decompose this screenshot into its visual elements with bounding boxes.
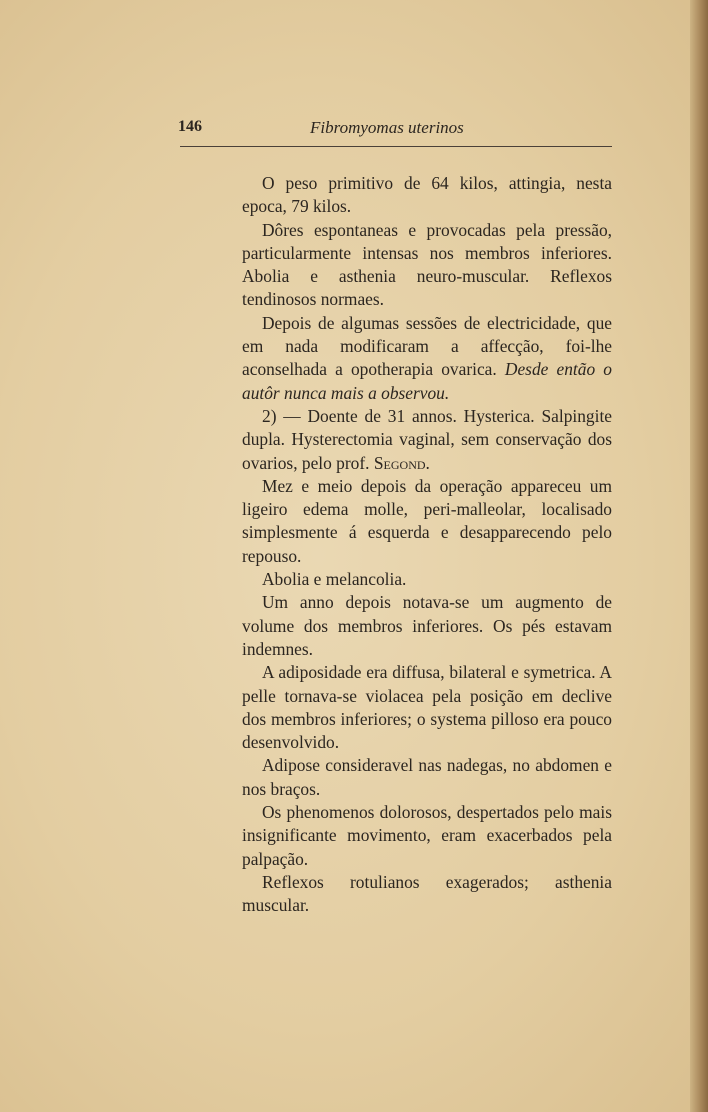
paragraph: Abolia e melancolia. <box>262 569 407 590</box>
page-header <box>178 118 610 144</box>
running-title: Fibromyomas uterinos <box>310 118 464 137</box>
paragraph: 2) — Doente de 31 annos. Hysterica. Salpingite dupla. Hysterectomia vaginal, sem conservação dos ovarios, pelo prof. Segond. <box>242 405 612 473</box>
paragraph: Adipose consideravel nas nadegas, no abdomen e nos braços. <box>242 755 612 799</box>
paragraph: O peso primitivo de 64 kilos, attingia, nesta epoca, 79 kilos. <box>242 173 612 217</box>
paragraph-text: 2) — Doente de 31 annos. Hysterica. Salpingite dupla. Hysterectomia vaginal, sem conservação dos ovarios, pelo prof. <box>242 405 612 473</box>
paragraph: Mez e meio depois da operação appareceu um ligeiro edema molle, peri-malleolar, localisado simplesmente á esquerda e desapparecendo pelo repouso. <box>242 475 612 566</box>
paragraph: A adiposidade era diffusa, bilateral e symetrica. A pelle tornava-se violacea pela posição em declive dos membros inferiores; o systema pilloso era pouco desenvolvido. <box>242 662 612 753</box>
paragraph: Reflexos rotulianos exagerados; asthenia muscular. <box>242 871 612 916</box>
paragraph <box>242 312 612 405</box>
paragraph: Um anno depois notava-se um augmento de volume dos membros inferiores. Os pés estavam indemnes. <box>242 592 612 659</box>
paragraph: Dôres espontaneas e provocadas pela pressão, particularmente intensas nos membros inferiores. Abolia e asthenia neuro-muscular. Reflexos tendinosos normaes. <box>242 219 612 310</box>
header-rule <box>180 146 612 147</box>
author-name: Segond <box>373 452 426 473</box>
page-edge <box>690 0 708 1112</box>
page-number: 146 <box>178 118 202 135</box>
paragraph: Os phenomenos dolorosos, despertados pelo mais insignificante movimento, eram exacerbados pela palpação. <box>242 802 612 869</box>
italic-sentence: Desde então o autôr nunca mais a observou. <box>242 359 612 403</box>
body-text <box>242 172 612 918</box>
paragraph-text: Depois de algumas sessões de electricidade, que em nada modificaram a affecção, foi-lhe aconselhada a opotherapia ovarica. <box>242 312 612 380</box>
